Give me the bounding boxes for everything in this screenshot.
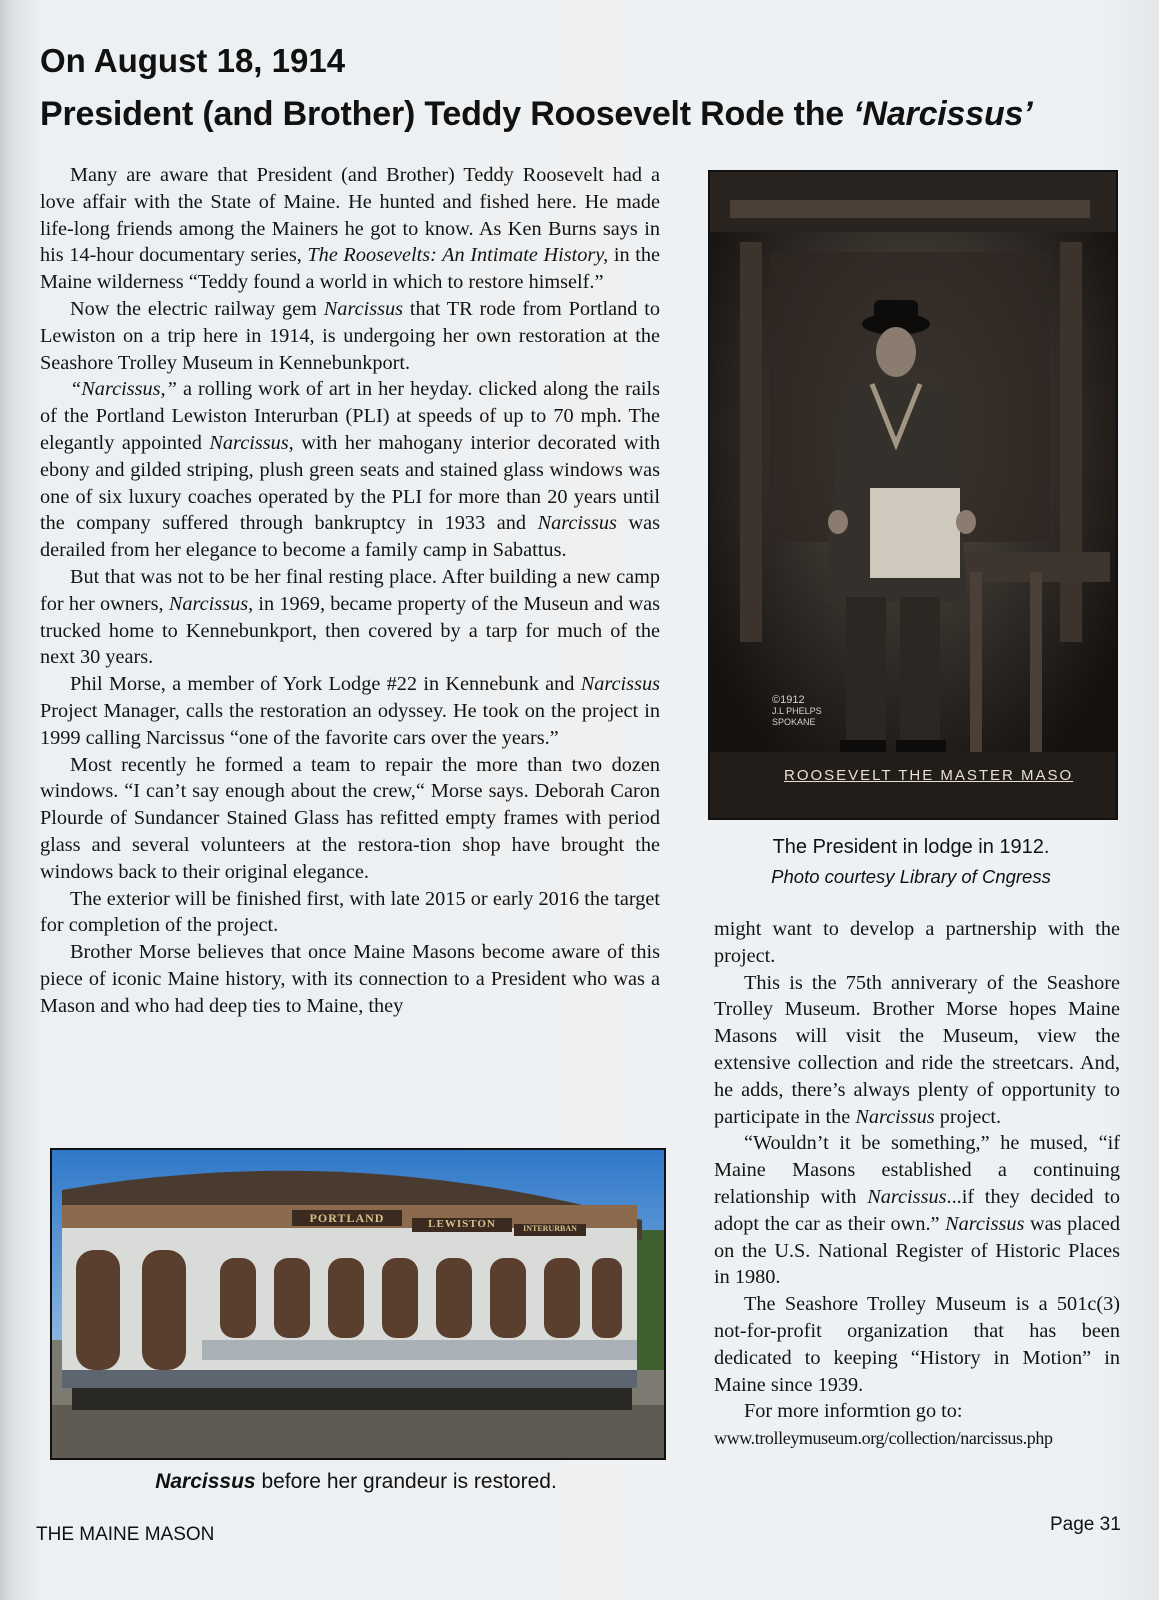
text-italic: Narcissus [323, 297, 404, 320]
paragraph-7: The exterior will be finished first, with late 2015 or early 2016 the target for completion of the project. [40, 887, 660, 937]
text-italic: The Roosevelts: An Intimate History, [307, 244, 609, 267]
paragraph-9: might want to develop a partnership with the project. [714, 918, 1120, 967]
right-article-column [714, 916, 1120, 1452]
roosevelt-photo [708, 170, 1118, 820]
paragraph-12: The Seashore Trolley Museum is a 501c(3) not-for-profit organization that has been dedicated to keeping “History in Motion” in Maine since 1939. [714, 1293, 1120, 1396]
trolley-sign-lewiston: LEWISTON [428, 1218, 496, 1230]
paragraph-3 [40, 376, 660, 564]
text: Many are aware that President (and Brother) Teddy Roosevelt had a love affair with the State of Maine. He hunted and fished here. He made life-long friends among the Mainers he got to know. As Ken Burns says in his 14-hour documentary series, [40, 164, 660, 267]
text: in the Maine wilderness “Teddy found a world in which to restore himself.” [40, 244, 661, 294]
paragraph-6: Most recently he formed a team to repair the more than two dozen windows. “I can’t say enough about the crew,“ Morse says. Deborah Caron Plourde of Sundancer Stained Glass has refitted empty frames with period glass and several volunteers at the restora-tion shop have brought the windows back to their original elegance. [40, 753, 660, 883]
text: ...if they decided to adopt the car as their own.” [714, 1185, 1120, 1235]
page-number: Page 31 [1050, 1514, 1121, 1535]
paragraph-4 [40, 564, 660, 671]
text: Project Manager, calls the restoration an odyssey. He took on the project in 1999 calling Narcissus “one of the favorite cars over the years.” [40, 699, 660, 749]
text-italic: Narcissus [945, 1212, 1025, 1235]
trolley-caption-name: Narcissus [155, 1470, 256, 1493]
text-italic: “Narcissus,” [70, 378, 177, 401]
stamp-city: SPOKANE [772, 717, 816, 727]
text-italic: Narcissus, [168, 592, 254, 615]
trolley-sign-portland: PORTLAND [309, 1211, 385, 1225]
text: Phil Morse, a member of York Lodge #22 in Kennebunk and [70, 673, 581, 696]
text: project. [934, 1105, 1002, 1128]
headline-date: On August 18, 1914 [40, 42, 346, 79]
text-italic: Narcissus [867, 1185, 947, 1208]
roosevelt-photo-illustration [710, 172, 1116, 818]
headline-title [40, 95, 1033, 134]
publication-name: THE MAINE MASON [36, 1524, 215, 1545]
text: This is the 75th anniverary of the Seashore Trolley Museum. Brother Morse hopes Maine Masons will visit the Museum, view the extensive collection and ride the streetcars. And, he adds, there’s always plenty of opportunity to participate in the [714, 971, 1120, 1128]
stamp-photographer: J.L PHELPS [772, 706, 822, 716]
roosevelt-caption-title: The President in lodge in 1912. [772, 836, 1050, 858]
text-italic: Narcissus [580, 673, 660, 696]
text: But that was not to be her final resting place. After building a new camp for her owners, [40, 565, 660, 615]
paragraph-10 [714, 970, 1120, 1131]
stamp-year: ©1912 [772, 694, 805, 706]
paragraph-5 [40, 671, 660, 751]
trolley-sign-interurban: INTERURBAN [523, 1224, 577, 1233]
left-article-column [40, 162, 660, 1020]
text: Now the electric railway gem [70, 297, 324, 320]
paragraph-8: Brother Morse believes that once Maine Masons become aware of this piece of iconic Maine history, with its connection to a President who was a Mason and who had deep ties to Maine, they [40, 941, 660, 1017]
roosevelt-caption-credit: Photo courtesy Library of Cngress [771, 866, 1051, 887]
trolley-photo [50, 1148, 666, 1460]
text-italic: Narcissus, [209, 431, 294, 454]
text-italic: Narcissus [855, 1105, 935, 1128]
paragraph-1 [40, 162, 660, 296]
text-italic: Narcissus [537, 512, 617, 535]
museum-url[interactable]: www.trolleymuseum.org/collection/narcissus.php [714, 1428, 1053, 1449]
trolley-photo-illustration [52, 1150, 664, 1458]
photo-stamp [772, 695, 822, 728]
text: with her mahogany interior decorated with ebony and gilded striping, plush green seats and stained glass windows was one of six luxury coaches operated by the PLI for more than 20 years until the company suffered through bankruptcy in 1933 and [40, 431, 660, 535]
text: a rolling work of art in her heyday. clicked along the rails of the Portland Lewiston Interurban (PLI) at speeds of up to 70 mph. The elegantly appointed [40, 378, 660, 454]
paragraph-13: For more informtion go to: [744, 1400, 963, 1423]
text: that TR rode from Portland to Lewiston on a trip here in 1914, is undergoing her own restoration at the Seashore Trolley Museum in Kennebunkport. [40, 297, 660, 374]
trolley-caption [50, 1470, 662, 1494]
text: was derailed from her elegance to become a family camp in Sabattus. [40, 512, 660, 562]
headline-title-emphasis: ‘Narcissus’ [853, 95, 1033, 133]
headline-title-text: President (and Brother) Teddy Roosevelt Rode the [40, 95, 854, 133]
paragraph-2 [40, 296, 660, 376]
trolley-caption-text: before her grandeur is restored. [255, 1470, 557, 1493]
photo-banner: ROOSEVELT THE MASTER MASO [784, 767, 1074, 784]
paragraph-11 [714, 1130, 1120, 1291]
text: in 1969, became property of the Museun and was trucked home to Kennebunkport, then covered by a tarp for much of the next 30 years. [40, 592, 660, 669]
text: was placed on the U.S. National Register of Historic Places in 1980. [714, 1212, 1121, 1289]
text: “Wouldn’t it be something,” he mused, “if Maine Masons established a continuing relationship with [714, 1132, 1120, 1208]
